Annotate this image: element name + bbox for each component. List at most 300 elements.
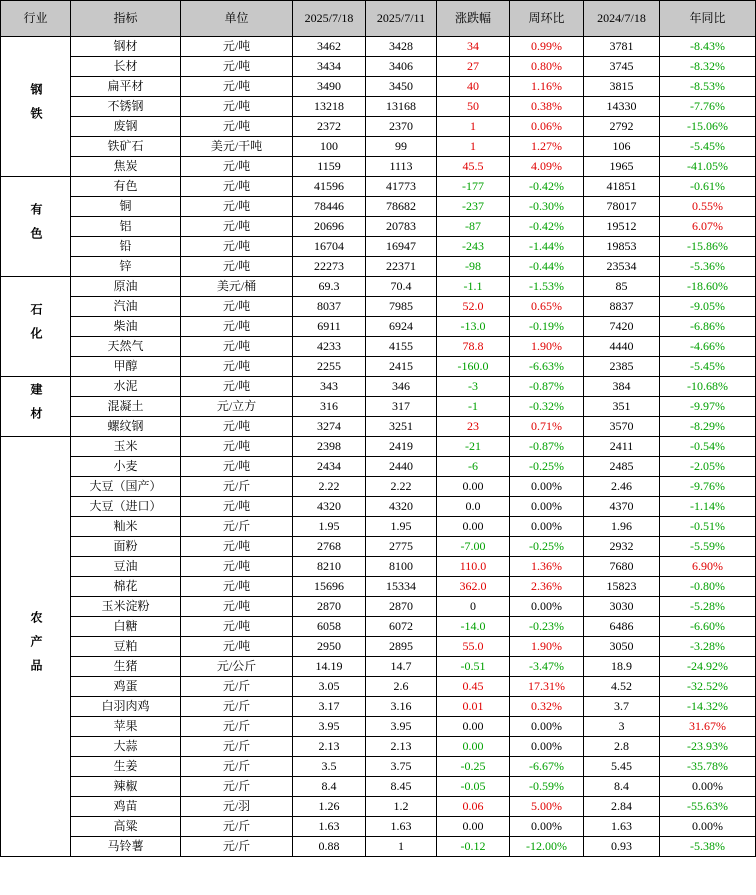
current-price-cell: 2.22	[293, 477, 366, 497]
last-year-price-cell: 7680	[584, 557, 660, 577]
year-over-year-cell: 6.90%	[660, 557, 756, 577]
current-price-cell: 3.95	[293, 717, 366, 737]
prev-week-price-cell: 99	[366, 137, 437, 157]
indicator-cell: 玉米淀粉	[71, 597, 181, 617]
indicator-cell: 长材	[71, 57, 181, 77]
year-over-year-cell: 0.00%	[660, 777, 756, 797]
change-cell: -1.1	[437, 277, 510, 297]
prev-week-price-cell: 2440	[366, 457, 437, 477]
prev-week-price-cell: 1.2	[366, 797, 437, 817]
prev-week-price-cell: 2.13	[366, 737, 437, 757]
week-over-week-cell: -3.47%	[510, 657, 584, 677]
current-price-cell: 15696	[293, 577, 366, 597]
week-over-week-cell: 1.16%	[510, 77, 584, 97]
table-row	[1, 617, 756, 637]
change-cell: 0.45	[437, 677, 510, 697]
current-price-cell: 1.26	[293, 797, 366, 817]
indicator-cell: 辣椒	[71, 777, 181, 797]
change-cell: 34	[437, 37, 510, 57]
prev-week-price-cell: 2.6	[366, 677, 437, 697]
current-price-cell: 6058	[293, 617, 366, 637]
week-over-week-cell: 0.32%	[510, 697, 584, 717]
current-price-cell: 6911	[293, 317, 366, 337]
year-over-year-cell: -15.86%	[660, 237, 756, 257]
table-row	[1, 397, 756, 417]
table-row	[1, 297, 756, 317]
year-over-year-cell: -0.80%	[660, 577, 756, 597]
table-row	[1, 137, 756, 157]
table-row	[1, 437, 756, 457]
week-over-week-cell: 1.90%	[510, 337, 584, 357]
current-price-cell: 13218	[293, 97, 366, 117]
last-year-price-cell: 3570	[584, 417, 660, 437]
header-row	[1, 1, 756, 37]
indicator-cell: 不锈钢	[71, 97, 181, 117]
current-price-cell: 2870	[293, 597, 366, 617]
year-over-year-cell: -24.92%	[660, 657, 756, 677]
change-cell: -87	[437, 217, 510, 237]
change-cell: 27	[437, 57, 510, 77]
current-price-cell: 16704	[293, 237, 366, 257]
change-cell: -13.0	[437, 317, 510, 337]
week-over-week-cell: -0.32%	[510, 397, 584, 417]
table-row	[1, 257, 756, 277]
prev-week-price-cell: 1	[366, 837, 437, 857]
year-over-year-cell: -5.36%	[660, 257, 756, 277]
current-price-cell: 20696	[293, 217, 366, 237]
change-cell: -177	[437, 177, 510, 197]
indicator-cell: 钢材	[71, 37, 181, 57]
week-over-week-cell: 0.38%	[510, 97, 584, 117]
unit-cell: 元/吨	[181, 357, 293, 377]
change-cell: 362.0	[437, 577, 510, 597]
current-price-cell: 2.13	[293, 737, 366, 757]
current-price-cell: 1.63	[293, 817, 366, 837]
indicator-cell: 籼米	[71, 517, 181, 537]
current-price-cell: 3.17	[293, 697, 366, 717]
last-year-price-cell: 3050	[584, 637, 660, 657]
prev-week-price-cell: 317	[366, 397, 437, 417]
industry-label	[1, 437, 71, 857]
week-over-week-cell: -1.53%	[510, 277, 584, 297]
table-row	[1, 797, 756, 817]
year-over-year-cell: -8.43%	[660, 37, 756, 57]
week-over-week-cell: 0.00%	[510, 817, 584, 837]
header-prev-week-date: 2025/7/11	[366, 1, 437, 37]
indicator-cell: 玉米	[71, 437, 181, 457]
current-price-cell: 2434	[293, 457, 366, 477]
prev-week-price-cell: 2895	[366, 637, 437, 657]
week-over-week-cell: -12.00%	[510, 837, 584, 857]
prev-week-price-cell: 6924	[366, 317, 437, 337]
last-year-price-cell: 2.84	[584, 797, 660, 817]
year-over-year-cell: -23.93%	[660, 737, 756, 757]
week-over-week-cell: -1.44%	[510, 237, 584, 257]
table-row	[1, 37, 756, 57]
year-over-year-cell: -8.53%	[660, 77, 756, 97]
table-row	[1, 417, 756, 437]
unit-cell: 元/吨	[181, 217, 293, 237]
unit-cell: 元/斤	[181, 777, 293, 797]
last-year-price-cell: 1.96	[584, 517, 660, 537]
current-price-cell: 4320	[293, 497, 366, 517]
week-over-week-cell: -0.42%	[510, 217, 584, 237]
table-row	[1, 717, 756, 737]
year-over-year-cell: -5.38%	[660, 837, 756, 857]
last-year-price-cell: 2792	[584, 117, 660, 137]
week-over-week-cell: 17.31%	[510, 677, 584, 697]
week-over-week-cell: -0.23%	[510, 617, 584, 637]
unit-cell: 元/公斤	[181, 657, 293, 677]
indicator-cell: 小麦	[71, 457, 181, 477]
table-row	[1, 57, 756, 77]
current-price-cell: 2372	[293, 117, 366, 137]
last-year-price-cell: 2385	[584, 357, 660, 377]
week-over-week-cell: 0.06%	[510, 117, 584, 137]
week-over-week-cell: -0.42%	[510, 177, 584, 197]
prev-week-price-cell: 1113	[366, 157, 437, 177]
week-over-week-cell: 1.90%	[510, 637, 584, 657]
indicator-cell: 螺纹钢	[71, 417, 181, 437]
indicator-cell: 铁矿石	[71, 137, 181, 157]
table-row	[1, 477, 756, 497]
unit-cell: 元/吨	[181, 297, 293, 317]
week-over-week-cell: -0.30%	[510, 197, 584, 217]
prev-week-price-cell: 346	[366, 377, 437, 397]
unit-cell: 元/斤	[181, 677, 293, 697]
indicator-cell: 废钢	[71, 117, 181, 137]
table-row	[1, 337, 756, 357]
year-over-year-cell: -5.45%	[660, 357, 756, 377]
year-over-year-cell: -9.97%	[660, 397, 756, 417]
last-year-price-cell: 4440	[584, 337, 660, 357]
change-cell: 0.06	[437, 797, 510, 817]
table-row	[1, 117, 756, 137]
header-last-year-date: 2024/7/18	[584, 1, 660, 37]
unit-cell: 元/斤	[181, 817, 293, 837]
current-price-cell: 41596	[293, 177, 366, 197]
year-over-year-cell: -0.54%	[660, 437, 756, 457]
change-cell: 0.00	[437, 517, 510, 537]
last-year-price-cell: 0.93	[584, 837, 660, 857]
week-over-week-cell: 5.00%	[510, 797, 584, 817]
week-over-week-cell: 0.00%	[510, 497, 584, 517]
table-row	[1, 637, 756, 657]
table-row	[1, 757, 756, 777]
unit-cell: 元/吨	[181, 197, 293, 217]
indicator-cell: 柴油	[71, 317, 181, 337]
last-year-price-cell: 3781	[584, 37, 660, 57]
industry-label-text: 农产品	[29, 610, 43, 683]
year-over-year-cell: -18.60%	[660, 277, 756, 297]
prev-week-price-cell: 6072	[366, 617, 437, 637]
indicator-cell: 焦炭	[71, 157, 181, 177]
last-year-price-cell: 8837	[584, 297, 660, 317]
prev-week-price-cell: 2370	[366, 117, 437, 137]
indicator-cell: 大蒜	[71, 737, 181, 757]
prev-week-price-cell: 2415	[366, 357, 437, 377]
unit-cell: 元/吨	[181, 257, 293, 277]
last-year-price-cell: 8.4	[584, 777, 660, 797]
unit-cell: 元/吨	[181, 317, 293, 337]
week-over-week-cell: 1.36%	[510, 557, 584, 577]
year-over-year-cell: -7.76%	[660, 97, 756, 117]
last-year-price-cell: 2.46	[584, 477, 660, 497]
indicator-cell: 大豆（国产）	[71, 477, 181, 497]
last-year-price-cell: 3	[584, 717, 660, 737]
unit-cell: 元/斤	[181, 737, 293, 757]
current-price-cell: 2950	[293, 637, 366, 657]
prev-week-price-cell: 78682	[366, 197, 437, 217]
last-year-price-cell: 3815	[584, 77, 660, 97]
industry-label-text: 有色	[29, 202, 43, 251]
unit-cell: 元/吨	[181, 37, 293, 57]
table-row	[1, 177, 756, 197]
prev-week-price-cell: 3450	[366, 77, 437, 97]
week-over-week-cell: 4.09%	[510, 157, 584, 177]
week-over-week-cell: 0.71%	[510, 417, 584, 437]
table-row	[1, 537, 756, 557]
prev-week-price-cell: 8.45	[366, 777, 437, 797]
week-over-week-cell: 0.00%	[510, 597, 584, 617]
week-over-week-cell: 1.27%	[510, 137, 584, 157]
prev-week-price-cell: 15334	[366, 577, 437, 597]
year-over-year-cell: 31.67%	[660, 717, 756, 737]
table-row	[1, 677, 756, 697]
industry-label	[1, 277, 71, 377]
current-price-cell: 1.95	[293, 517, 366, 537]
current-price-cell: 3.5	[293, 757, 366, 777]
indicator-cell: 铅	[71, 237, 181, 257]
change-cell: 0.00	[437, 817, 510, 837]
unit-cell: 元/斤	[181, 717, 293, 737]
prev-week-price-cell: 13168	[366, 97, 437, 117]
week-over-week-cell: 0.65%	[510, 297, 584, 317]
unit-cell: 元/吨	[181, 537, 293, 557]
prev-week-price-cell: 2.22	[366, 477, 437, 497]
current-price-cell: 8037	[293, 297, 366, 317]
change-cell: -98	[437, 257, 510, 277]
last-year-price-cell: 4370	[584, 497, 660, 517]
current-price-cell: 22273	[293, 257, 366, 277]
prev-week-price-cell: 4155	[366, 337, 437, 357]
last-year-price-cell: 2.8	[584, 737, 660, 757]
indicator-cell: 白羽肉鸡	[71, 697, 181, 717]
indicator-cell: 豆粕	[71, 637, 181, 657]
table-row	[1, 737, 756, 757]
week-over-week-cell: 0.00%	[510, 517, 584, 537]
prev-week-price-cell: 41773	[366, 177, 437, 197]
week-over-week-cell: -0.19%	[510, 317, 584, 337]
change-cell: -160.0	[437, 357, 510, 377]
unit-cell: 元/吨	[181, 237, 293, 257]
change-cell: -0.05	[437, 777, 510, 797]
prev-week-price-cell: 4320	[366, 497, 437, 517]
table-row	[1, 377, 756, 397]
current-price-cell: 1159	[293, 157, 366, 177]
indicator-cell: 鸡蛋	[71, 677, 181, 697]
indicator-cell: 扁平材	[71, 77, 181, 97]
last-year-price-cell: 7420	[584, 317, 660, 337]
year-over-year-cell: -35.78%	[660, 757, 756, 777]
prev-week-price-cell: 2870	[366, 597, 437, 617]
change-cell: 1	[437, 137, 510, 157]
week-over-week-cell: -6.67%	[510, 757, 584, 777]
last-year-price-cell: 18.9	[584, 657, 660, 677]
unit-cell: 元/吨	[181, 97, 293, 117]
table-row	[1, 557, 756, 577]
header-year-over-year: 年同比	[660, 1, 756, 37]
year-over-year-cell: -6.60%	[660, 617, 756, 637]
year-over-year-cell: -32.52%	[660, 677, 756, 697]
week-over-week-cell: -0.59%	[510, 777, 584, 797]
last-year-price-cell: 3030	[584, 597, 660, 617]
prev-week-price-cell: 3406	[366, 57, 437, 77]
table-row	[1, 197, 756, 217]
last-year-price-cell: 78017	[584, 197, 660, 217]
year-over-year-cell: -41.05%	[660, 157, 756, 177]
change-cell: -14.0	[437, 617, 510, 637]
current-price-cell: 8.4	[293, 777, 366, 797]
last-year-price-cell: 85	[584, 277, 660, 297]
last-year-price-cell: 6486	[584, 617, 660, 637]
unit-cell: 元/吨	[181, 457, 293, 477]
industry-label	[1, 377, 71, 437]
prev-week-price-cell: 20783	[366, 217, 437, 237]
prev-week-price-cell: 2775	[366, 537, 437, 557]
week-over-week-cell: -6.63%	[510, 357, 584, 377]
current-price-cell: 4233	[293, 337, 366, 357]
week-over-week-cell: -0.25%	[510, 457, 584, 477]
change-cell: 40	[437, 77, 510, 97]
week-over-week-cell: -0.87%	[510, 377, 584, 397]
last-year-price-cell: 351	[584, 397, 660, 417]
indicator-cell: 甲醇	[71, 357, 181, 377]
last-year-price-cell: 3.7	[584, 697, 660, 717]
year-over-year-cell: -14.32%	[660, 697, 756, 717]
indicator-cell: 铝	[71, 217, 181, 237]
current-price-cell: 316	[293, 397, 366, 417]
week-over-week-cell: -0.87%	[510, 437, 584, 457]
last-year-price-cell: 1965	[584, 157, 660, 177]
indicator-cell: 水泥	[71, 377, 181, 397]
year-over-year-cell: -8.32%	[660, 57, 756, 77]
last-year-price-cell: 3745	[584, 57, 660, 77]
year-over-year-cell: 0.00%	[660, 817, 756, 837]
last-year-price-cell: 5.45	[584, 757, 660, 777]
change-cell: 55.0	[437, 637, 510, 657]
indicator-cell: 马铃薯	[71, 837, 181, 857]
header-indicator: 指标	[71, 1, 181, 37]
change-cell: -3	[437, 377, 510, 397]
change-cell: 45.5	[437, 157, 510, 177]
current-price-cell: 69.3	[293, 277, 366, 297]
change-cell: -21	[437, 437, 510, 457]
table-row	[1, 317, 756, 337]
prev-week-price-cell: 3251	[366, 417, 437, 437]
prev-week-price-cell: 3428	[366, 37, 437, 57]
table-row	[1, 457, 756, 477]
prev-week-price-cell: 3.95	[366, 717, 437, 737]
table-row	[1, 697, 756, 717]
unit-cell: 元/吨	[181, 497, 293, 517]
current-price-cell: 3.05	[293, 677, 366, 697]
table-row	[1, 777, 756, 797]
unit-cell: 元/羽	[181, 797, 293, 817]
unit-cell: 元/吨	[181, 637, 293, 657]
last-year-price-cell: 15823	[584, 577, 660, 597]
last-year-price-cell: 106	[584, 137, 660, 157]
current-price-cell: 3490	[293, 77, 366, 97]
unit-cell: 元/吨	[181, 417, 293, 437]
prev-week-price-cell: 2419	[366, 437, 437, 457]
unit-cell: 元/吨	[181, 157, 293, 177]
year-over-year-cell: -3.28%	[660, 637, 756, 657]
header-industry: 行业	[1, 1, 71, 37]
change-cell: -7.00	[437, 537, 510, 557]
unit-cell: 元/吨	[181, 337, 293, 357]
unit-cell: 元/斤	[181, 477, 293, 497]
unit-cell: 元/斤	[181, 837, 293, 857]
unit-cell: 元/吨	[181, 57, 293, 77]
last-year-price-cell: 2932	[584, 537, 660, 557]
change-cell: 110.0	[437, 557, 510, 577]
indicator-cell: 苹果	[71, 717, 181, 737]
change-cell: 0.0	[437, 497, 510, 517]
unit-cell: 美元/干吨	[181, 137, 293, 157]
unit-cell: 元/吨	[181, 617, 293, 637]
current-price-cell: 2398	[293, 437, 366, 457]
current-price-cell: 8210	[293, 557, 366, 577]
indicator-cell: 铜	[71, 197, 181, 217]
change-cell: -1	[437, 397, 510, 417]
week-over-week-cell: -0.44%	[510, 257, 584, 277]
change-cell: -6	[437, 457, 510, 477]
unit-cell: 元/斤	[181, 517, 293, 537]
prev-week-price-cell: 14.7	[366, 657, 437, 677]
table-row	[1, 157, 756, 177]
year-over-year-cell: -10.68%	[660, 377, 756, 397]
unit-cell: 元/吨	[181, 117, 293, 137]
last-year-price-cell: 14330	[584, 97, 660, 117]
last-year-price-cell: 2485	[584, 457, 660, 477]
indicator-cell: 生姜	[71, 757, 181, 777]
indicator-cell: 鸡苗	[71, 797, 181, 817]
unit-cell: 元/吨	[181, 557, 293, 577]
week-over-week-cell: 0.80%	[510, 57, 584, 77]
change-cell: 0.01	[437, 697, 510, 717]
table-row	[1, 597, 756, 617]
change-cell: 78.8	[437, 337, 510, 357]
table-row	[1, 517, 756, 537]
change-cell: 0.00	[437, 717, 510, 737]
prev-week-price-cell: 7985	[366, 297, 437, 317]
table-body	[1, 37, 756, 857]
change-cell: -0.25	[437, 757, 510, 777]
unit-cell: 元/吨	[181, 597, 293, 617]
change-cell: 52.0	[437, 297, 510, 317]
year-over-year-cell: -0.51%	[660, 517, 756, 537]
current-price-cell: 2768	[293, 537, 366, 557]
current-price-cell: 14.19	[293, 657, 366, 677]
change-cell: 0.00	[437, 737, 510, 757]
industry-label-text: 石化	[29, 302, 43, 351]
year-over-year-cell: 0.55%	[660, 197, 756, 217]
current-price-cell: 100	[293, 137, 366, 157]
table-row	[1, 217, 756, 237]
indicator-cell: 白糖	[71, 617, 181, 637]
year-over-year-cell: -1.14%	[660, 497, 756, 517]
